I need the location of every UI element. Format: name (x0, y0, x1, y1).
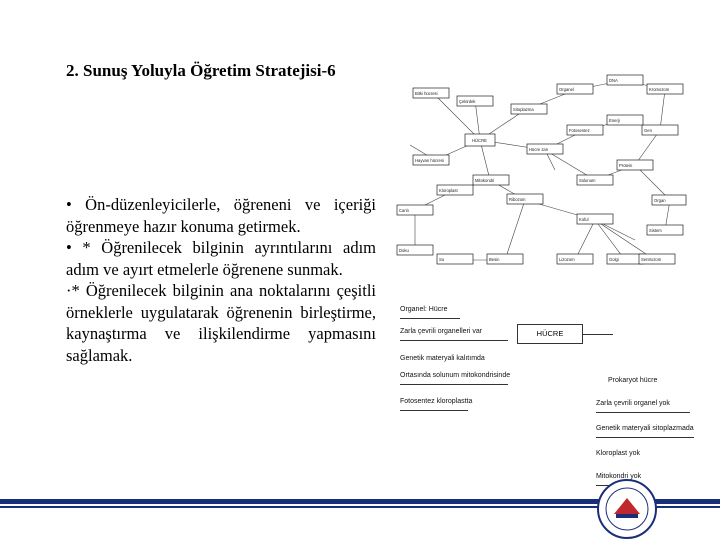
left-list-label: Zarla çevrili organelleri var (400, 328, 483, 335)
map-node-label: Kloroplast (439, 188, 458, 193)
connector-line (583, 334, 613, 335)
map-node-label: Besin (489, 257, 500, 262)
map-node-label: Çekirdek (459, 99, 476, 104)
left-list-label: Fotosentez kloroplastta (400, 398, 473, 405)
map-node-label: DNA (609, 78, 618, 83)
map-node-label: Doku (399, 248, 409, 253)
map-node-label: Su (439, 257, 445, 262)
map-node-label: Organ (654, 198, 666, 203)
map-node-label: Kromozom (649, 87, 670, 92)
right-list-label: Mitokondri yok (596, 473, 642, 480)
underline-divider (400, 384, 508, 385)
slide-body (66, 194, 376, 366)
map-node-label: Sistem (649, 228, 662, 233)
underline-divider (400, 318, 460, 319)
map-node-label: Enerji (609, 118, 620, 123)
cell-box: HÜCRE (517, 324, 583, 344)
right-list-label: Kloroplast yok (596, 450, 640, 457)
map-node-label: Organel (559, 87, 574, 92)
map-node-label: HÜCRE (472, 138, 487, 143)
underline-divider (596, 437, 694, 438)
map-node-label: Hayvan hücresi (415, 158, 444, 163)
bullet-paragraph: • * Öğrenilecek bilginin ayrıntılarını adım adım ve ayırt etmelerle öğrenene sunmak. (66, 238, 376, 279)
right-list-label: Genetik materyali sitoplazmada (596, 425, 694, 432)
underline-divider (400, 340, 508, 341)
map-node-label: Gen (644, 128, 652, 133)
map-node-label: Protein (619, 163, 633, 168)
map-node-label: Mitokondri (475, 178, 495, 183)
map-node-label: Ribozom (509, 197, 526, 202)
university-seal-icon (596, 478, 658, 540)
map-node-label: Bitki hücresi (415, 91, 438, 96)
map-node-label: Koful (579, 217, 589, 222)
map-node-label: Fotosentez (569, 128, 590, 133)
map-node-label: Sitoplazma (513, 107, 534, 112)
left-list-label: Organel: Hücre (400, 306, 448, 313)
underline-divider (596, 412, 690, 413)
bullet-paragraph: ·* Öğrenilecek bilginin ana noktalarını çeşitli örneklerle uygulatarak öğrenenin birleştirme, kaynaştırma ve ilişkilendirme yapmasını sağlamak. (66, 281, 376, 365)
right-list-label: Prokaryot hücre (608, 377, 658, 384)
left-list-label: Genetik materyali kalıtımda (400, 355, 485, 362)
map-node-label: Lizozom (559, 257, 575, 262)
map-node-label: Solunum (579, 178, 596, 183)
left-list-label: Ortasında solunum mitokondrisinde (400, 372, 511, 379)
map-node-label: Golgi (609, 257, 619, 262)
slide-title: 2. Sunuş Yoluyla Öğretim Stratejisi-6 (66, 61, 336, 80)
underline-divider (400, 410, 468, 411)
right-list-label: Zarla çevrili organel yok (596, 400, 670, 407)
bullet-paragraph: • Ön-düzenleyicilerle, öğreneni ve içeriği öğrenmeye hazır konuma getirmek. (66, 195, 376, 236)
map-node-label: Canlı (399, 208, 409, 213)
concept-map-figure (395, 70, 690, 275)
map-node-label: Hücre zarı (529, 147, 549, 152)
map-node-label: Sentrozom (641, 257, 662, 262)
